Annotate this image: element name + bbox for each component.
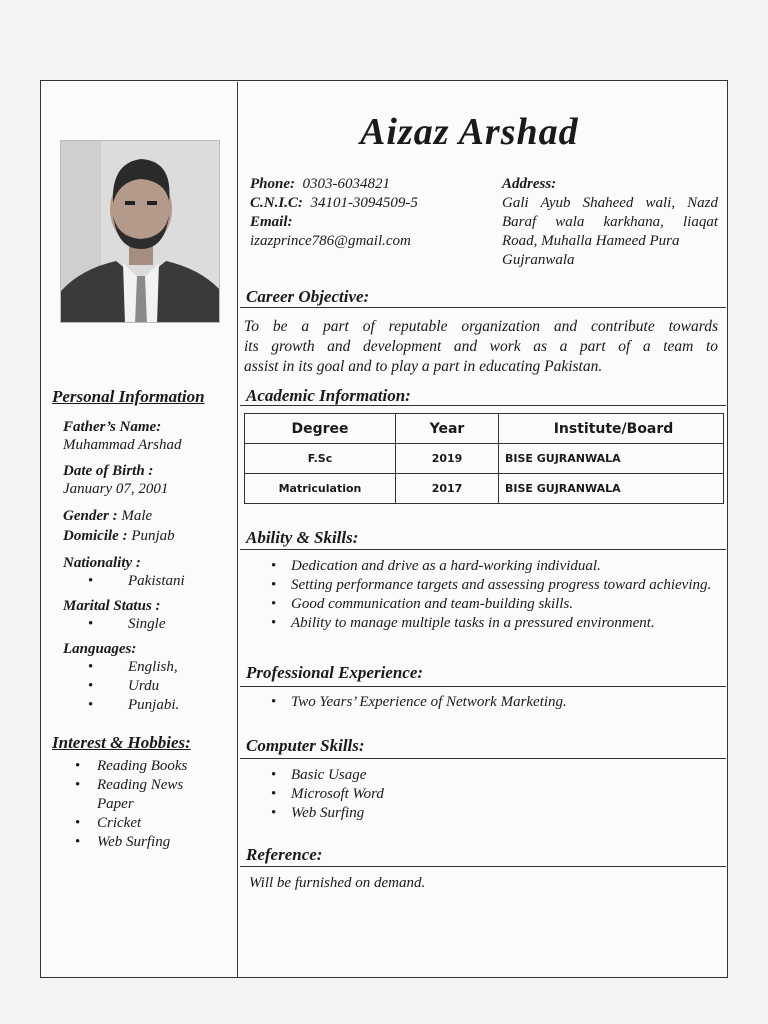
marital-status-label: Marital Status : [63,598,161,614]
column-header: Year [396,414,499,444]
address-label: Address: [502,176,557,192]
gender-row [63,507,233,525]
experience-list [291,693,717,712]
address-line: Gali Ayub Shaheed wali, Nazd [502,195,718,211]
table-header-row [245,414,724,444]
nationality-label: Nationality : [63,555,141,571]
skills-title: Ability & Skills: [246,528,359,547]
person-portrait-icon [61,141,220,323]
dob-label: Date of Birth : [63,463,154,479]
table-row [245,474,724,504]
hobbies-title: Interest & Hobbies: [52,733,191,752]
list-item: • Reading News Paper [97,776,217,814]
career-objective-text [244,317,718,377]
list-item: • Two Years’ Experience of Network Marketing. [291,693,717,712]
table-cell: F.Sc [245,444,396,474]
table-cell: Matriculation [245,474,396,504]
list-item: • Single [128,615,233,634]
table-cell: 2017 [396,474,499,504]
personal-info-title: Personal Information [52,387,205,406]
computer-skills-title: Computer Skills: [246,736,365,755]
academic-title: Academic Information: [246,386,411,405]
career-line: its growth and development and work as a part of a team to [244,338,718,355]
address-line: Gujranwala [502,252,575,268]
list-item: • English, [128,658,233,677]
address-block [502,175,718,270]
list-item: • Cricket [97,814,217,833]
domicile-value: Punjab [131,528,175,544]
reference-title: Reference: [246,845,323,864]
section-rule [240,549,726,550]
list-item: • Ability to manage multiple tasks in a pressured environment. [291,614,717,633]
candidate-name: Aizaz Arshad [360,111,579,153]
list-item: • Dedication and drive as a hard-working individual. [291,557,717,576]
phone-value: 0303-6034821 [302,176,390,192]
profile-photo [60,140,220,323]
list-item: • Web Surfing [97,833,217,852]
father-name-value: Muhammad Arshad [63,437,182,453]
table-cell: BISE GUJRANWALA [499,474,724,504]
hobbies-list [97,757,217,852]
column-divider [237,82,238,978]
address-line: Road, Muhalla Hameed Pura [502,233,680,249]
section-rule [240,307,726,308]
experience-title: Professional Experience: [246,663,424,682]
computer-skills-list [291,766,591,823]
section-rule [240,866,726,867]
languages-list [63,658,233,715]
marital-status-list [63,615,233,634]
email-label: Email: [250,214,293,230]
personal-info-block [63,418,233,715]
career-line: To be a part of reputable organization and contribute towards [244,318,718,335]
academic-table [244,413,724,504]
address-line: Baraf wala karkhana, liaqat [502,214,718,230]
career-objective-title: Career Objective: [246,287,370,306]
column-header: Degree [245,414,396,444]
skills-list [291,557,717,633]
nationality-list [63,572,233,591]
domicile-row [63,527,233,545]
list-item: • Microsoft Word [291,785,591,804]
list-item: • Setting performance targets and assessing progress toward achieving. [291,576,717,595]
list-item: • Web Surfing [291,804,591,823]
reference-text: Will be furnished on demand. [249,875,426,891]
column-header: Institute/Board [499,414,724,444]
languages-label: Languages: [63,641,137,657]
list-item: • Reading Books [97,757,217,776]
phone-label: Phone: [250,176,295,192]
section-rule [240,758,726,759]
cnic-value: 34101-3094509-5 [310,195,418,211]
table-cell: BISE GUJRANWALA [499,444,724,474]
father-name-label: Father’s Name: [63,419,162,435]
table-cell: 2019 [396,444,499,474]
career-line: assist in its goal and to play a part in educating Pakistan. [244,358,603,375]
section-rule [240,686,726,687]
list-item: • Urdu [128,677,233,696]
table-row [245,444,724,474]
domicile-label: Domicile : [63,528,128,544]
list-item: • Good communication and team-building skills. [291,595,717,614]
list-item: • Basic Usage [291,766,591,785]
contact-block [250,175,418,251]
cnic-label: C.N.I.C: [250,195,303,211]
section-rule [240,405,726,406]
gender-label: Gender : [63,508,118,524]
dob-value: January 07, 2001 [63,481,169,497]
list-item: • Punjabi. [128,696,233,715]
gender-value: Male [121,508,153,524]
list-item: • Pakistani [128,572,233,591]
email-value: izazprince786@gmail.com [250,233,411,249]
